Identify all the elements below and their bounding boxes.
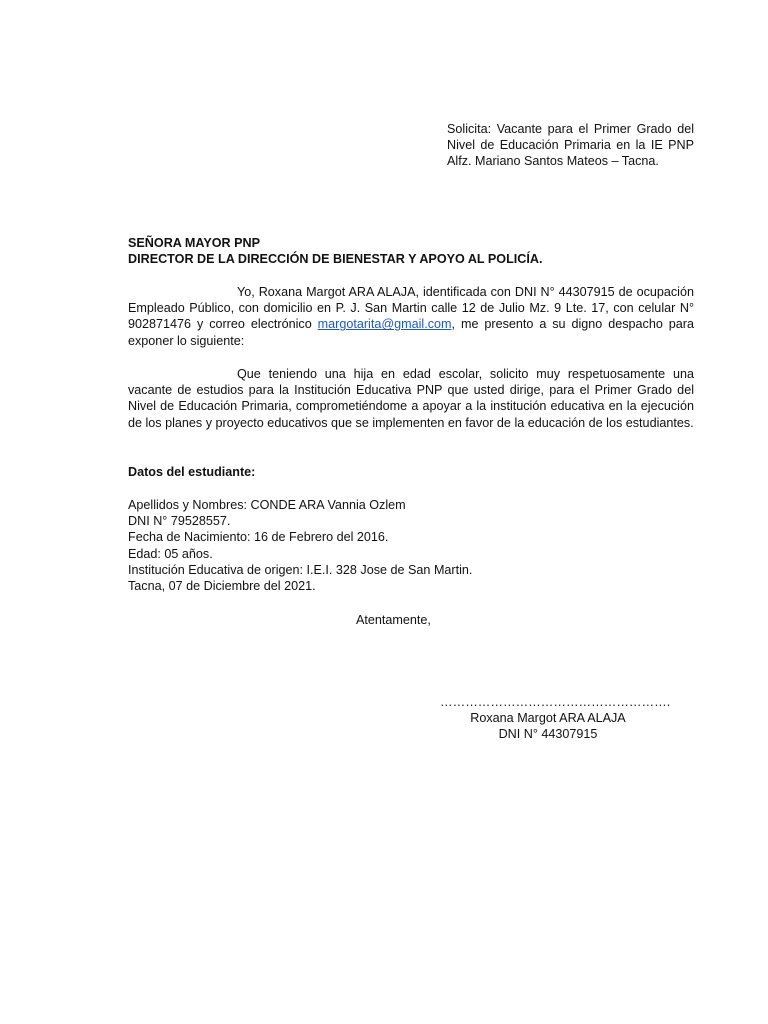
signature-block: [440, 694, 671, 743]
subject-line: [447, 121, 694, 170]
student-age: Edad: 05 años.: [128, 546, 213, 561]
recipient-title: SEÑORA MAYOR PNP: [128, 236, 261, 250]
signature-dni: DNI N° 44307915: [498, 727, 598, 742]
student-birth: Fecha de Nacimiento: 16 de Febrero del 2016.: [128, 530, 389, 545]
student-data-list: [128, 497, 694, 594]
email-link[interactable]: margotarita@gmail.com: [317, 317, 452, 332]
student-dni: DNI N° 79528557.: [128, 514, 231, 529]
request-text: Que teniendo una hija en edad escolar, solicito muy respetuosamente una vacante de estudios para la Institución Educativa PNP que usted dirige, para el Primer Grado del Nivel de Educación Primaria, comprometiéndome a apoyar a la institución educativa en la ejecución de los planes y proyecto educativos que se implementen en favor de la educación de los estudiantes.: [128, 367, 694, 430]
student-data-heading: Datos del estudiante:: [128, 465, 256, 479]
student-origin-school: Institución Educativa de origen: I.E.I. 328 Jose de San Martin.: [128, 562, 473, 577]
recipient-block: [128, 235, 694, 267]
student-names: Apellidos y Nombres: CONDE ARA Vannia Ozlem: [128, 498, 406, 512]
recipient-office: DIRECTOR DE LA DIRECCIÓN DE BIENESTAR Y APOYO AL POLICÍA.: [128, 252, 543, 267]
intro-paragraph: [128, 284, 694, 349]
subject-text: Solicita: Vacante para el Primer Grado del Nivel de Educación Primaria en la IE PNP Alfz. Mariano Santos Mateos – Tacna.: [447, 122, 694, 169]
closing-text: Atentamente,: [356, 613, 431, 627]
intro-text: Yo, Roxana Margot ARA ALAJA, identificada con DNI N° 44307915 de ocupación Empleado Público, con domicilio en P. J. San Martin calle 12 de Julio Mz. 9 Lte. 17, con celular N° 902871476 y correo electrónico: [128, 285, 694, 332]
intro-text-end: , me presento a su digno despacho para exponer lo siguiente:: [128, 317, 694, 348]
request-paragraph: [128, 366, 694, 431]
signature-name: Roxana Margot ARA ALAJA: [470, 711, 626, 726]
signature-line: ……………………………………………….: [440, 695, 671, 709]
place-date: Tacna, 07 de Diciembre del 2021.: [128, 579, 316, 594]
